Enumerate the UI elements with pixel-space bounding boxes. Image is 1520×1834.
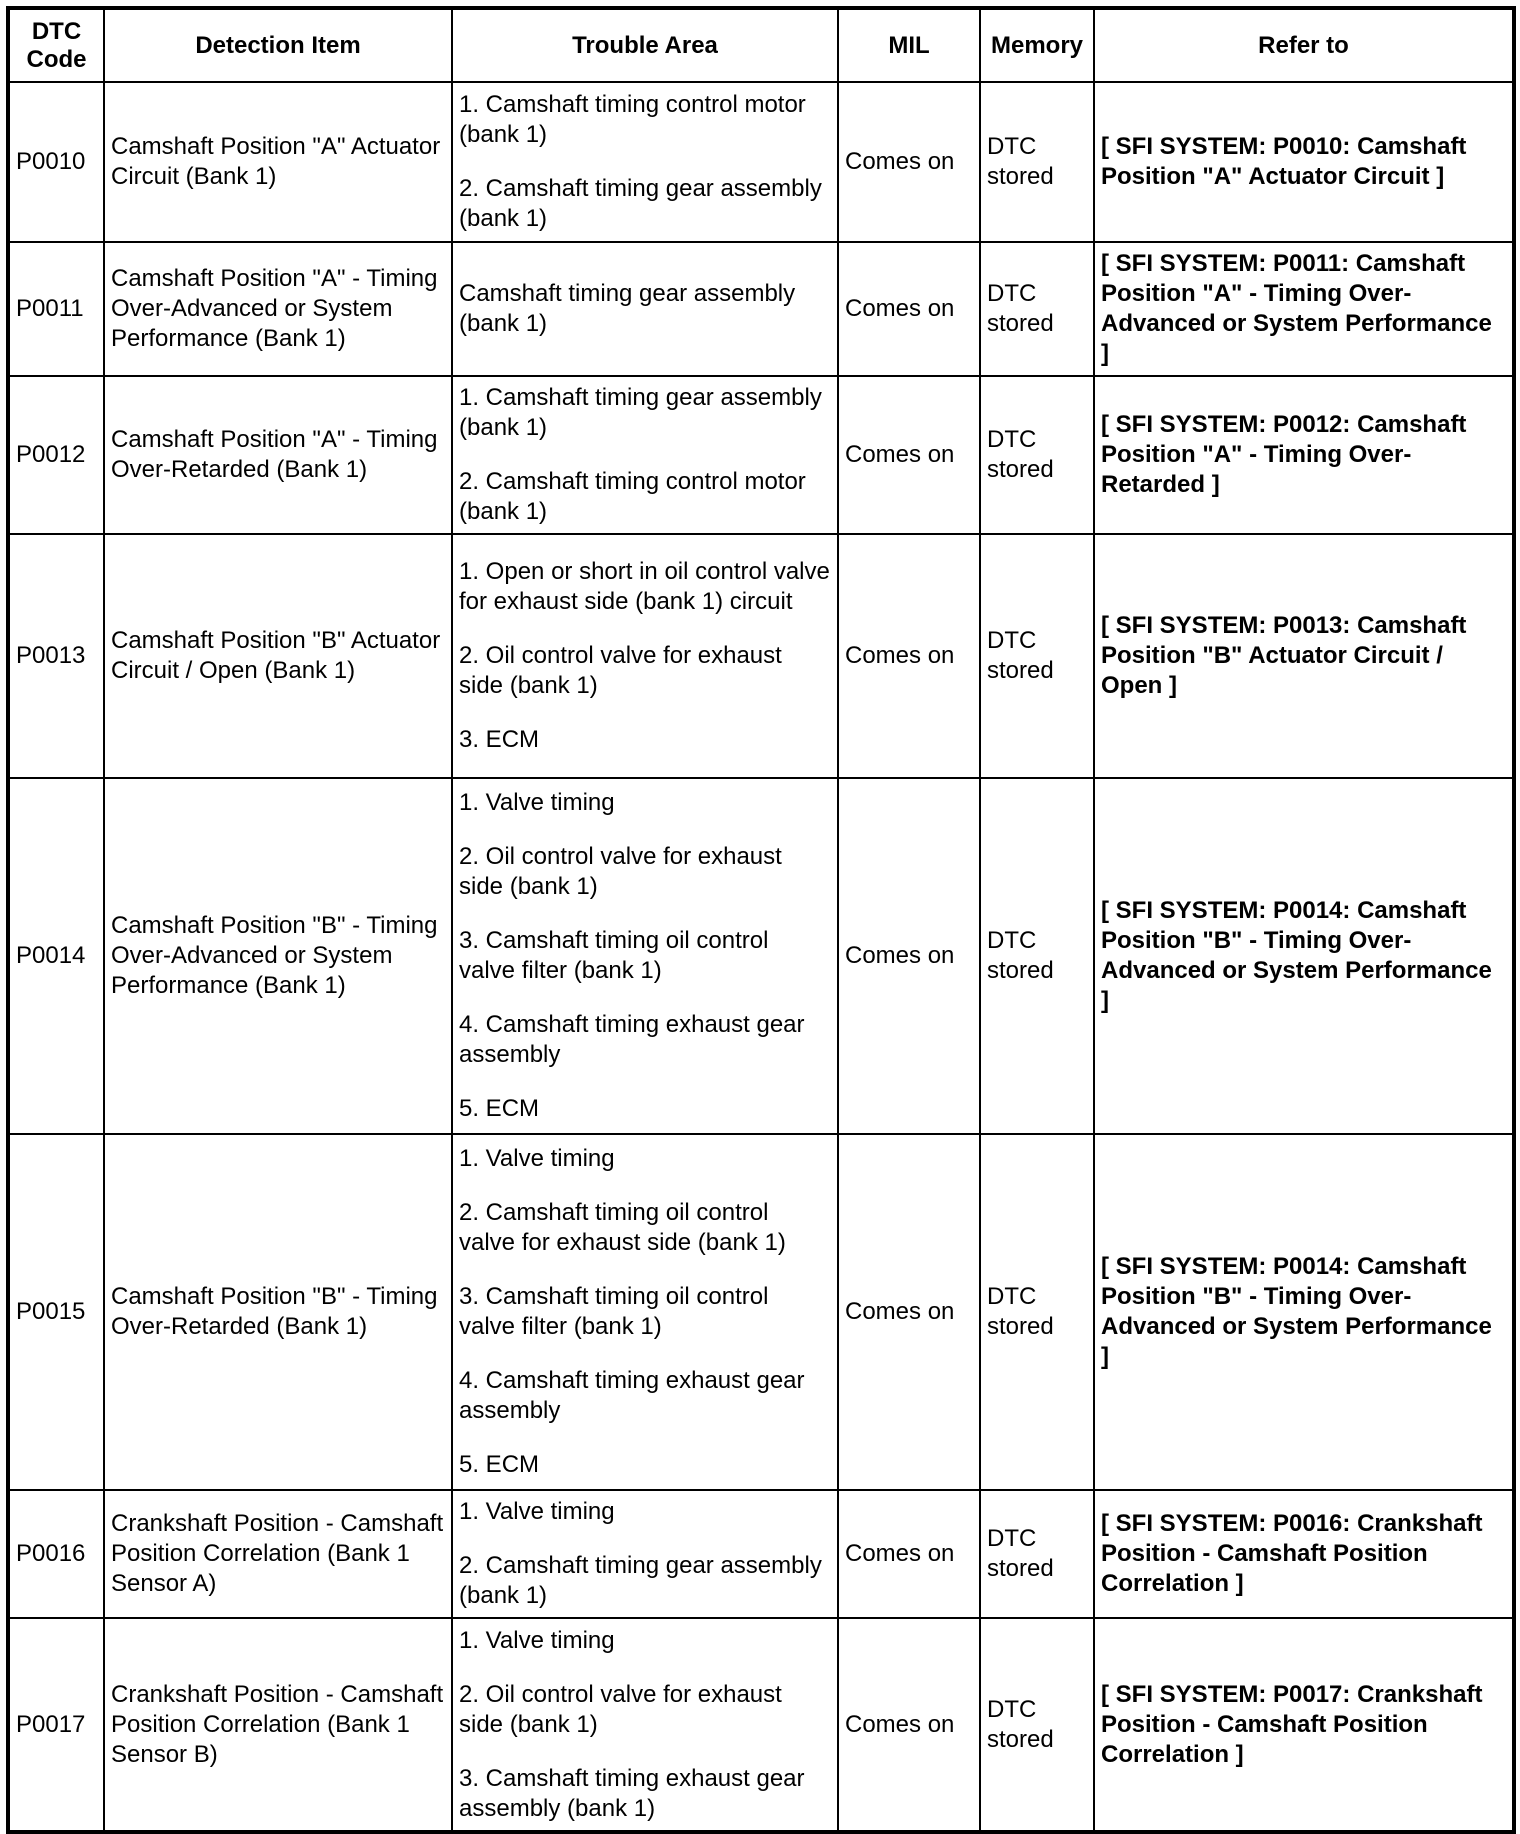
detection-item-cell: Camshaft Position "B" - Timing Over-Retarded (Bank 1) (104, 1134, 452, 1490)
dtc-code-cell: P0012 (8, 376, 104, 534)
trouble-area-item: 1. Valve timing (459, 789, 615, 816)
table-row (8, 778, 1514, 1134)
header-dtc-code: DTC Code (8, 8, 104, 82)
trouble-area-item: 2. Camshaft timing oil control valve for exhaust side (bank 1) (459, 1199, 786, 1256)
dtc-code-cell: P0014 (8, 778, 104, 1134)
trouble-area-item: 5. ECM (459, 1451, 540, 1478)
trouble-area-cell (452, 376, 838, 534)
dtc-table (6, 6, 1516, 1834)
table-body (8, 82, 1514, 1832)
trouble-area-list (459, 1144, 831, 1480)
trouble-area-cell (452, 534, 838, 778)
trouble-area-list (459, 1626, 831, 1824)
table-row (8, 1490, 1514, 1618)
detection-item-cell: Crankshaft Position - Camshaft Position Correlation (Bank 1 Sensor A) (104, 1490, 452, 1618)
trouble-area-item: 1. Valve timing (459, 1626, 615, 1654)
detection-item-cell: Camshaft Position "A" - Timing Over-Retarded (Bank 1) (104, 376, 452, 534)
refer-to-cell: [ SFI SYSTEM: P0013: Camshaft Position "B" Actuator Circuit / Open ] (1094, 534, 1514, 778)
trouble-area-list (459, 383, 831, 527)
trouble-area-item: 5. ECM (459, 1095, 540, 1122)
detection-item-cell: Camshaft Position "A" - Timing Over-Advanced or System Performance (Bank 1) (104, 242, 452, 376)
trouble-area-item: 2. Oil control valve for exhaust side (bank 1) (459, 642, 782, 699)
trouble-area-item: 1. Camshaft timing control motor (bank 1) (459, 91, 806, 148)
trouble-area-cell (452, 1490, 838, 1618)
header-trouble-area: Trouble Area (452, 8, 838, 82)
trouble-area-item: 1. Camshaft timing gear assembly (bank 1) (459, 384, 822, 441)
refer-to-cell: [ SFI SYSTEM: P0011: Camshaft Position "A" - Timing Over-Advanced or System Performance ] (1094, 242, 1514, 376)
mil-cell: Comes on (838, 1618, 980, 1832)
trouble-area-item: 2. Camshaft timing gear assembly (bank 1) (459, 175, 822, 232)
mil-cell: Comes on (838, 1490, 980, 1618)
refer-to-cell: [ SFI SYSTEM: P0017: Crankshaft Position - Camshaft Position Correlation ] (1094, 1618, 1514, 1832)
trouble-area-item: 2. Oil control valve for exhaust side (bank 1) (459, 1680, 782, 1738)
detection-item-cell: Camshaft Position "B" - Timing Over-Advanced or System Performance (Bank 1) (104, 778, 452, 1134)
trouble-area-item: 2. Camshaft timing control motor (bank 1) (459, 468, 806, 525)
trouble-area-item: 3. ECM (459, 726, 540, 753)
header-refer-to: Refer to (1094, 8, 1514, 82)
detection-item-cell: Camshaft Position "B" Actuator Circuit / Open (Bank 1) (104, 534, 452, 778)
trouble-area-list (459, 788, 831, 1124)
memory-cell: DTC stored (980, 82, 1094, 242)
table-row (8, 534, 1514, 778)
trouble-area-list (459, 1497, 831, 1611)
trouble-area-cell (452, 1134, 838, 1490)
header-mil: MIL (838, 8, 980, 82)
mil-cell: Comes on (838, 778, 980, 1134)
table-row (8, 1134, 1514, 1490)
trouble-area-item: 3. Camshaft timing oil control valve filter (bank 1) (459, 1283, 769, 1340)
table-header (8, 8, 1514, 82)
memory-cell: DTC stored (980, 778, 1094, 1134)
trouble-area-cell (452, 1618, 838, 1832)
memory-cell: DTC stored (980, 376, 1094, 534)
dtc-code-cell: P0013 (8, 534, 104, 778)
memory-cell: DTC stored (980, 534, 1094, 778)
table-row (8, 376, 1514, 534)
trouble-area-item: 1. Valve timing (459, 1498, 615, 1525)
refer-to-cell: [ SFI SYSTEM: P0014: Camshaft Position "B" - Timing Over-Advanced or System Performance ] (1094, 778, 1514, 1134)
trouble-area-list (459, 279, 831, 339)
trouble-area-item: 2. Camshaft timing gear assembly (bank 1) (459, 1552, 822, 1609)
trouble-area-list (459, 90, 831, 234)
detection-item-cell: Crankshaft Position - Camshaft Position Correlation (Bank 1 Sensor B) (104, 1618, 452, 1832)
memory-cell: DTC stored (980, 1134, 1094, 1490)
mil-cell: Comes on (838, 82, 980, 242)
refer-to-cell: [ SFI SYSTEM: P0016: Crankshaft Position - Camshaft Position Correlation ] (1094, 1490, 1514, 1618)
memory-cell: DTC stored (980, 242, 1094, 376)
dtc-code-cell: P0016 (8, 1490, 104, 1618)
trouble-area-item: 3. Camshaft timing exhaust gear assembly (bank 1) (459, 1764, 805, 1822)
header-row (8, 8, 1514, 82)
mil-cell: Comes on (838, 534, 980, 778)
trouble-area-item: 1. Open or short in oil control valve for exhaust side (bank 1) circuit (459, 558, 830, 615)
table-row (8, 82, 1514, 242)
trouble-area-item: 2. Oil control valve for exhaust side (bank 1) (459, 843, 782, 900)
dtc-code-cell: P0010 (8, 82, 104, 242)
memory-cell: DTC stored (980, 1618, 1094, 1832)
trouble-area-item: 1. Valve timing (459, 1145, 615, 1172)
trouble-area-cell (452, 778, 838, 1134)
trouble-area-item: 4. Camshaft timing exhaust gear assembly (459, 1367, 805, 1424)
trouble-area-cell (452, 242, 838, 376)
refer-to-cell: [ SFI SYSTEM: P0014: Camshaft Position "B" - Timing Over-Advanced or System Performance ] (1094, 1134, 1514, 1490)
refer-to-cell: [ SFI SYSTEM: P0010: Camshaft Position "A" Actuator Circuit ] (1094, 82, 1514, 242)
detection-item-cell: Camshaft Position "A" Actuator Circuit (Bank 1) (104, 82, 452, 242)
trouble-area-item: 3. Camshaft timing oil control valve filter (bank 1) (459, 927, 769, 984)
dtc-code-cell: P0017 (8, 1618, 104, 1832)
dtc-code-cell: P0015 (8, 1134, 104, 1490)
dtc-code-cell: P0011 (8, 242, 104, 376)
trouble-area-cell (452, 82, 838, 242)
mil-cell: Comes on (838, 1134, 980, 1490)
mil-cell: Comes on (838, 242, 980, 376)
header-detection-item: Detection Item (104, 8, 452, 82)
table-row (8, 1618, 1514, 1832)
refer-to-cell: [ SFI SYSTEM: P0012: Camshaft Position "A" - Timing Over-Retarded ] (1094, 376, 1514, 534)
trouble-area-list (459, 557, 831, 755)
table-row (8, 242, 1514, 376)
mil-cell: Comes on (838, 376, 980, 534)
trouble-area-item: 4. Camshaft timing exhaust gear assembly (459, 1011, 805, 1068)
header-memory: Memory (980, 8, 1094, 82)
trouble-area-item: Camshaft timing gear assembly (bank 1) (459, 280, 796, 337)
memory-cell: DTC stored (980, 1490, 1094, 1618)
